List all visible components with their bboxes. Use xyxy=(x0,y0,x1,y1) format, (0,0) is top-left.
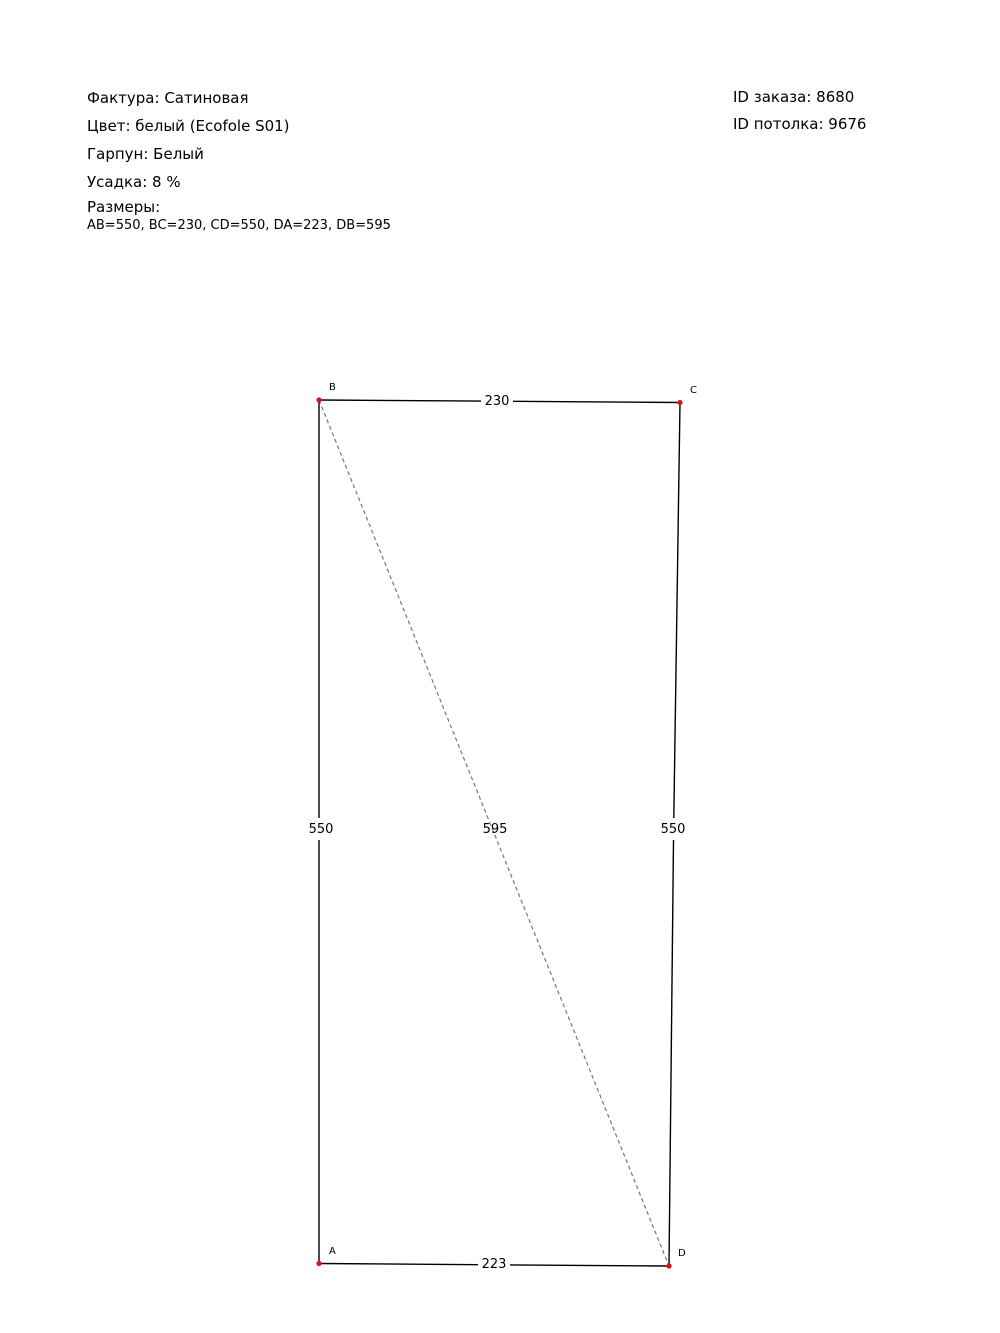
ceiling-id-text: ID потолка: 9676 xyxy=(733,115,867,133)
point-d-label: D xyxy=(678,1248,686,1259)
shrink-text: Усадка: 8 % xyxy=(87,173,181,191)
edge-cd-line xyxy=(669,840,674,1266)
dimensions-values: AB=550, BC=230, CD=550, DA=223, DB=595 xyxy=(87,218,391,233)
order-id-text: ID заказа: 8680 xyxy=(733,88,855,106)
point-d-marker xyxy=(666,1263,671,1268)
texture-text: Фактура: Сатиновая xyxy=(87,89,249,107)
edge-da-line xyxy=(319,1264,478,1265)
point-a-marker xyxy=(316,1261,321,1266)
point-b-marker xyxy=(316,397,321,402)
edge-bc-line xyxy=(319,400,481,401)
edge-bc-line xyxy=(513,401,680,402)
point-c-marker xyxy=(677,400,682,405)
point-c-label: C xyxy=(690,385,697,396)
harpoon-text: Гарпун: Белый xyxy=(87,145,204,163)
edge-cd-line xyxy=(674,403,680,819)
point-b-label: B xyxy=(329,382,336,393)
edge-da-line xyxy=(510,1265,669,1266)
edge-ab-label: 550 xyxy=(308,822,334,837)
point-a-label: A xyxy=(329,1246,336,1257)
edge-cd-label: 550 xyxy=(660,822,686,837)
color-text: Цвет: белый (Ecofole S01) xyxy=(87,117,290,135)
edge-da-label: 223 xyxy=(481,1257,507,1272)
edge-db-label: 595 xyxy=(482,822,508,837)
edge-bc-label: 230 xyxy=(484,394,510,409)
dimensions-label: Размеры: xyxy=(87,198,161,216)
